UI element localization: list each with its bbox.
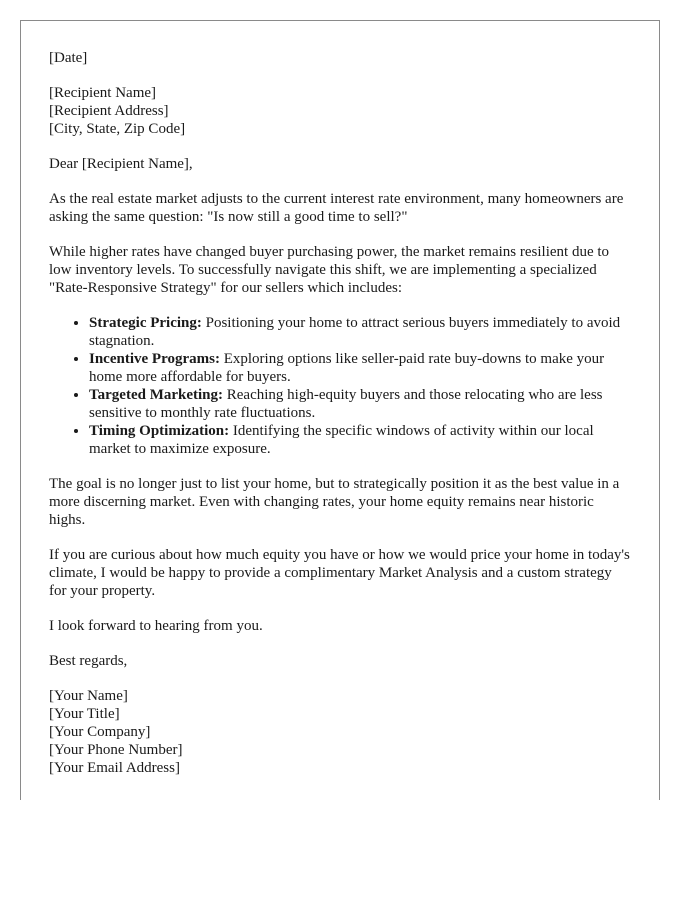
signature-block (49, 687, 631, 777)
strategy-item-title: Timing Optimization: (89, 423, 230, 439)
date-line: [Date] (49, 50, 88, 66)
list-item (89, 386, 631, 422)
recipient-block (49, 84, 631, 138)
sender-title: [Your Title] (49, 706, 120, 722)
sender-phone: [Your Phone Number] (49, 742, 183, 758)
goal-paragraph: The goal is no longer just to list your home, but to strategically position it as the best value in a more discerning market. Even with changing rates, your home equity remains near historic highs. (49, 476, 620, 528)
strategy-item-text: Exploring options like seller-paid rate buy-downs to make your home more affordable for buyers. (89, 351, 605, 385)
list-item (89, 350, 631, 386)
strategy-item-text: Positioning your home to attract serious buyers immediately to avoid stagnation. (89, 315, 621, 349)
recipient-name: [Recipient Name] (49, 85, 157, 101)
sender-name: [Your Name] (49, 688, 128, 704)
intro-paragraph: As the real estate market adjusts to the current interest rate environment, many homeowners are asking the same question: "Is now still a good time to sell?" (49, 191, 624, 225)
offer-paragraph: If you are curious about how much equity you have or how we would price your home in today's climate, I would be happy to provide a complimentary Market Analysis and a custom strategy for your property. (49, 547, 630, 599)
strategy-intro-paragraph: While higher rates have changed buyer purchasing power, the market remains resilient due to low inventory levels. To successfully navigate this shift, we are implementing a specialized "Rate-Responsive Strategy" for our sellers which includes: (49, 244, 610, 296)
strategy-item-text: Reaching high-equity buyers and those relocating who are less sensitive to monthly rate fluctuations. (89, 387, 603, 421)
strategy-item-title: Targeted Marketing: (89, 387, 224, 403)
recipient-address: [Recipient Address] (49, 103, 169, 119)
list-item (89, 314, 631, 350)
sender-company: [Your Company] (49, 724, 151, 740)
strategy-item-text: Identifying the specific windows of activity within our local market to maximize exposure. (89, 423, 594, 457)
strategy-list (49, 314, 631, 458)
strategy-item-title: Strategic Pricing: (89, 315, 202, 331)
sender-email: [Your Email Address] (49, 760, 180, 776)
closing: Best regards, (49, 653, 128, 669)
list-item (89, 422, 631, 458)
letter-page (20, 20, 660, 800)
closing-remark: I look forward to hearing from you. (49, 618, 263, 634)
strategy-item-title: Incentive Programs: (89, 351, 220, 367)
recipient-city-state-zip: [City, State, Zip Code] (49, 121, 186, 137)
salutation: Dear [Recipient Name], (49, 156, 193, 172)
